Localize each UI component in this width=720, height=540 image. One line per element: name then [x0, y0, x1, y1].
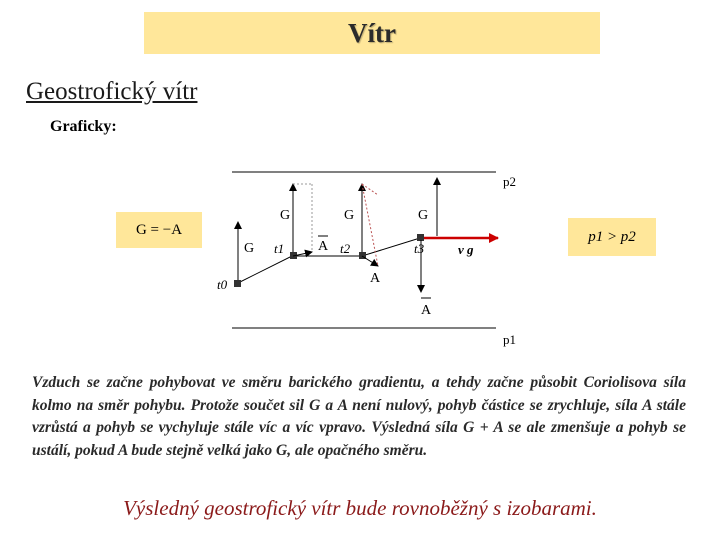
label-t1: t1 — [274, 241, 285, 256]
isobar-p2-label: p2 — [503, 174, 516, 189]
graphic-label: Graficky: — [50, 118, 117, 135]
page-title: Vítr — [348, 17, 396, 48]
label-a-t1: A — [318, 239, 329, 254]
label-t2: t2 — [340, 241, 351, 256]
conclusion-text: Výsledný geostrofický vítr bude rovnoběžný s izobarami. — [123, 496, 597, 520]
label-a-t3: A — [421, 303, 432, 318]
label-t0: t0 — [217, 277, 228, 292]
label-g-t2: G — [344, 208, 355, 223]
label-g-t1: G — [280, 208, 291, 223]
subtitle: Geostrofický vítr — [26, 78, 198, 105]
label-a-t2: A — [370, 271, 381, 286]
label-g-t0: G — [244, 241, 255, 256]
label-vg: v g — [458, 242, 474, 257]
particle-t0 — [234, 280, 241, 287]
explanation-paragraph: Vzduch se začne pohybovat ve směru barického gradientu, a tehdy začne působit Coriolisova síla kolmo na směr pohybu. Protože součet sil G a A není nulový, pohyb částice se zrychluje, síla A stále vzrůstá a pohyb se vychyluje stále víc a víc vpravo. Výsledná síla G + A se ale zmenšuje a pohyb se ustálí, pokud A bude stejně velká jako G, ale opačného směru. — [32, 374, 686, 459]
label-t3: t3 — [414, 241, 425, 256]
pressure-relation-box: p1 > p2 — [568, 218, 656, 256]
g-equals-minus-a-box: G = −A — [116, 212, 202, 248]
isobar-p1-label: p1 — [503, 332, 516, 347]
a-vector-t2 — [362, 256, 378, 266]
resultant-dotted-t2b — [362, 184, 378, 195]
particle-t3 — [417, 234, 424, 241]
label-g-t3: G — [418, 208, 429, 223]
